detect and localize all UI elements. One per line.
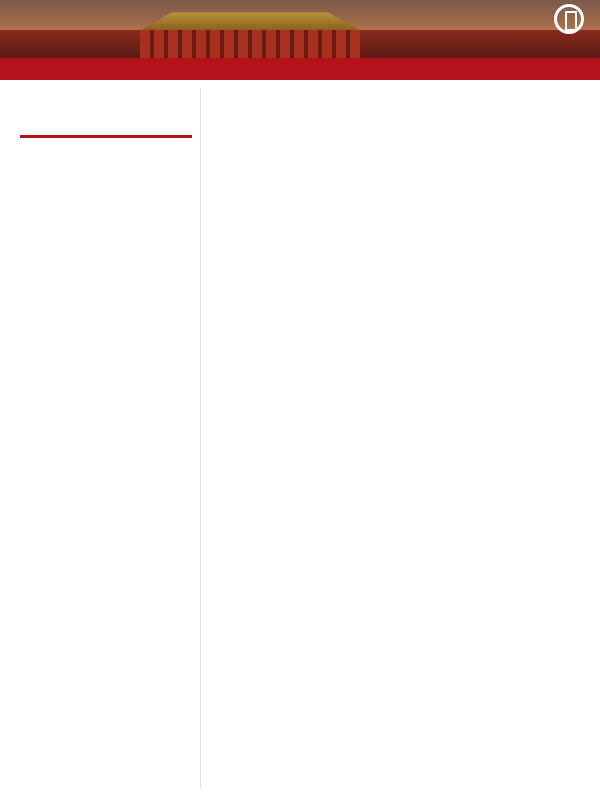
header-banner bbox=[0, 0, 600, 58]
rating-box bbox=[20, 92, 192, 138]
bank-logo-icon bbox=[554, 4, 584, 34]
company-logo bbox=[554, 4, 590, 34]
palace-columns-graphic bbox=[140, 30, 360, 58]
header-bar bbox=[0, 58, 600, 80]
analyst-card bbox=[18, 765, 190, 769]
palace-roof-graphic bbox=[120, 8, 380, 30]
main-column bbox=[210, 80, 586, 800]
analyst-card bbox=[18, 740, 190, 744]
column-divider bbox=[200, 88, 201, 788]
left-column bbox=[0, 80, 196, 800]
